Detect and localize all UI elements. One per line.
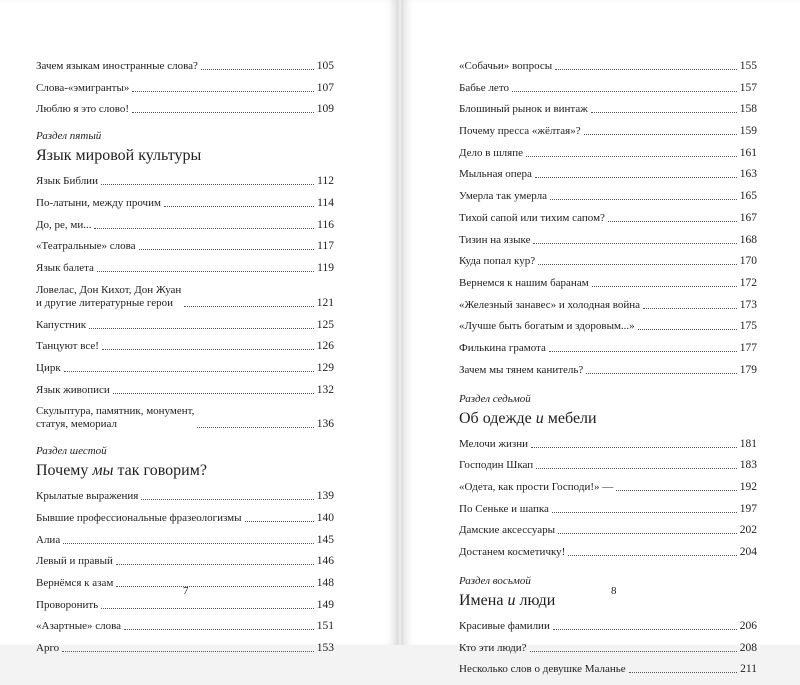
toc-entry-page: 105 bbox=[316, 60, 334, 72]
toc-entry-title: Люблю я это слово! bbox=[36, 103, 130, 116]
toc-entry bbox=[459, 503, 757, 516]
dot-leader bbox=[132, 91, 313, 92]
section-title-part: мебели bbox=[543, 409, 597, 427]
toc-entry bbox=[459, 82, 757, 95]
toc-entry bbox=[459, 642, 757, 655]
right-page bbox=[403, 0, 800, 676]
toc-entry-page: 165 bbox=[739, 190, 757, 203]
toc-entry-page: 181 bbox=[739, 437, 757, 450]
toc-entry-page: 192 bbox=[739, 481, 757, 493]
toc-entry bbox=[459, 320, 757, 333]
dot-leader bbox=[201, 69, 314, 70]
dot-leader bbox=[94, 228, 314, 229]
section-label: Раздел восьмой bbox=[459, 575, 531, 588]
dot-leader bbox=[591, 112, 737, 113]
toc-entry-page: 112 bbox=[317, 175, 334, 188]
toc-entry-page: 148 bbox=[316, 577, 334, 589]
toc-entry-page: 173 bbox=[739, 298, 757, 311]
dot-leader bbox=[536, 468, 737, 469]
dot-leader bbox=[552, 512, 737, 513]
toc-entry bbox=[459, 190, 757, 203]
toc-entry-title: Вернемся к нашим баранам bbox=[459, 276, 589, 289]
toc-entry bbox=[459, 60, 757, 73]
toc-entry-page: 119 bbox=[317, 262, 334, 275]
toc-entry bbox=[459, 546, 757, 559]
toc-entry-page: 177 bbox=[739, 341, 757, 354]
dot-leader bbox=[113, 393, 314, 394]
section-title bbox=[36, 146, 334, 165]
toc-entry-title: По-латыни, между прочим bbox=[36, 197, 161, 210]
toc-entry-page: 197 bbox=[739, 502, 757, 515]
toc-entry-title: До, ре, ми... bbox=[36, 218, 92, 231]
dot-leader bbox=[586, 373, 736, 374]
toc-entry-title: «Собачьи» вопросы bbox=[459, 60, 553, 72]
toc-entry-title: «Азартные» слова bbox=[36, 620, 122, 633]
toc-entry bbox=[459, 277, 757, 290]
toc-entry-title: Тихой сапой или тихим сапом? bbox=[459, 211, 605, 224]
toc-entry bbox=[459, 438, 757, 451]
toc-entry bbox=[459, 524, 757, 537]
toc-entry bbox=[36, 362, 334, 375]
toc-entry-title: «Одета, как прости Господи!» — bbox=[459, 481, 614, 493]
toc-entry-page: 107 bbox=[316, 81, 334, 94]
toc-entry-title: Тизин на языке bbox=[459, 233, 531, 246]
toc-entry-page: 149 bbox=[316, 598, 334, 611]
toc-entry-title: Язык живописи bbox=[36, 383, 110, 396]
right-toc-column bbox=[459, 60, 757, 685]
dot-leader bbox=[89, 328, 314, 329]
toc-entry-title: Красивые фамилии bbox=[459, 620, 550, 633]
toc-entry bbox=[36, 340, 334, 353]
toc-entry-page: 170 bbox=[739, 255, 757, 268]
toc-entry-title: Слова-«эмигранты» bbox=[36, 81, 130, 94]
section-title bbox=[459, 591, 757, 610]
dot-leader bbox=[184, 306, 313, 307]
dot-leader bbox=[530, 651, 737, 652]
toc-entry-page: 121 bbox=[316, 296, 334, 309]
section-label: Раздел седьмой bbox=[459, 392, 531, 405]
section-label: Раздел шестой bbox=[36, 445, 107, 458]
section-title-part: Почему bbox=[36, 462, 93, 480]
dot-leader bbox=[139, 249, 315, 250]
toc-entry bbox=[459, 620, 757, 633]
toc-entry-page: 109 bbox=[316, 103, 334, 116]
toc-entry-title: Кто эти люди? bbox=[459, 641, 527, 654]
toc-entry bbox=[459, 459, 757, 472]
toc-entry bbox=[36, 555, 334, 568]
right-page-number: 8 bbox=[611, 585, 617, 597]
toc-entry-page: 208 bbox=[739, 641, 757, 654]
section-label: Раздел пятый bbox=[36, 130, 102, 143]
toc-entry-page: 155 bbox=[739, 60, 757, 72]
dot-leader bbox=[164, 206, 314, 207]
dot-leader bbox=[197, 427, 313, 428]
toc-entry-title: Бабье лето bbox=[459, 81, 509, 94]
section-title-italic-part: и bbox=[507, 592, 516, 610]
toc-entry bbox=[459, 255, 757, 268]
dot-leader bbox=[531, 447, 737, 448]
toc-entry bbox=[36, 384, 334, 397]
toc-entry-title: Цирк bbox=[36, 361, 61, 374]
dot-leader bbox=[616, 490, 736, 491]
toc-entry-page: 175 bbox=[739, 320, 757, 333]
dot-leader bbox=[64, 371, 314, 372]
toc-entry bbox=[459, 125, 757, 138]
toc-entry bbox=[459, 299, 757, 312]
toc-entry bbox=[36, 175, 334, 188]
dot-leader bbox=[101, 608, 314, 609]
toc-entry-title: Мелочи жизни bbox=[459, 437, 528, 450]
toc-entry bbox=[36, 319, 334, 332]
toc-entry-page: 140 bbox=[316, 511, 334, 524]
section-title-italic-part: мы bbox=[92, 462, 114, 480]
toc-entry bbox=[36, 82, 334, 95]
toc-entry bbox=[36, 405, 334, 431]
section-title-italic-part: и bbox=[535, 409, 544, 427]
toc-entry bbox=[36, 534, 334, 547]
dot-leader bbox=[132, 112, 314, 113]
toc-entry-title: Капустник bbox=[36, 318, 87, 331]
toc-entry-page: 172 bbox=[739, 276, 757, 289]
toc-entry-page: 146 bbox=[316, 555, 334, 568]
toc-entry bbox=[459, 212, 757, 225]
toc-entry-page: 157 bbox=[739, 81, 757, 94]
toc-entry-title: «Железный занавес» и холодная война bbox=[459, 298, 641, 311]
toc-entry-page: 117 bbox=[317, 240, 334, 253]
toc-entry bbox=[36, 262, 334, 275]
toc-entry-title: Куда попал кур? bbox=[459, 255, 536, 268]
dot-leader bbox=[608, 221, 737, 222]
section-title-part: так говорим? bbox=[113, 462, 207, 480]
left-page bbox=[0, 0, 397, 655]
toc-entry-page: 159 bbox=[739, 125, 757, 138]
dot-leader bbox=[512, 91, 737, 92]
toc-entry-page: 139 bbox=[316, 490, 334, 503]
toc-entry-page: 145 bbox=[316, 533, 334, 546]
toc-entry bbox=[36, 599, 334, 612]
toc-entry-title: «Лучше быть богатым и здоровым...» bbox=[459, 320, 635, 333]
toc-entry-title: Господин Шкап bbox=[459, 459, 534, 472]
toc-entry-title: Алиа bbox=[36, 533, 61, 546]
toc-entry-title: Почему пресса «жёлтая»? bbox=[459, 125, 581, 138]
toc-entry bbox=[36, 197, 334, 210]
toc-entry-title: Блошиный рынок и винтаж bbox=[459, 103, 588, 116]
dot-leader bbox=[102, 349, 314, 350]
dot-leader bbox=[584, 134, 737, 135]
toc-entry bbox=[459, 103, 757, 116]
toc-entry-title: Зачем мы тянем канитель? bbox=[459, 363, 584, 376]
section-title-part: Язык мировой культуры bbox=[36, 147, 202, 165]
dot-leader bbox=[62, 651, 314, 652]
toc-entry-title: Зачем языкам иностранные слова? bbox=[36, 60, 198, 72]
section-title-part: люди bbox=[515, 592, 556, 610]
toc-entry-page: 167 bbox=[739, 211, 757, 224]
dot-leader bbox=[638, 329, 737, 330]
dot-leader bbox=[97, 271, 314, 272]
dot-leader bbox=[555, 69, 737, 70]
dot-leader bbox=[592, 286, 737, 287]
toc-entry bbox=[36, 103, 334, 116]
toc-entry-title: Ловелас, Дон Кихот, Дон Жуан и другие литературные герои bbox=[36, 283, 182, 309]
toc-entry bbox=[459, 342, 757, 355]
toc-entry bbox=[36, 60, 334, 73]
toc-entry-page: 179 bbox=[739, 363, 757, 376]
toc-entry-page: 129 bbox=[316, 361, 334, 374]
toc-entry-title: Проворонить bbox=[36, 598, 99, 611]
toc-entry-title: Язык Библии bbox=[36, 175, 98, 188]
toc-entry-title: Вернёмся к азам bbox=[36, 577, 114, 589]
toc-entry-page: 153 bbox=[316, 642, 334, 655]
toc-entry-page: 161 bbox=[739, 146, 757, 159]
toc-entry-page: 116 bbox=[317, 218, 334, 231]
toc-entry-page: 204 bbox=[739, 546, 757, 559]
toc-entry-title: Арго bbox=[36, 642, 60, 655]
toc-entry-title: Филькина грамота bbox=[459, 341, 546, 354]
toc-entry-title: Мыльная опера bbox=[459, 168, 532, 181]
toc-entry-title: «Театральные» слова bbox=[36, 240, 136, 253]
toc-entry-page: 126 bbox=[316, 340, 334, 353]
toc-entry-title: Бывшие профессиональные фразеологизмы bbox=[36, 511, 242, 524]
section-title-part: Об одежде bbox=[459, 409, 536, 427]
toc-entry-title: Крылатые выражения bbox=[36, 490, 139, 503]
toc-entry-page: 151 bbox=[316, 620, 334, 633]
toc-entry-title: По Сеньке и шапка bbox=[459, 502, 549, 515]
dot-leader bbox=[116, 586, 313, 587]
toc-entry-title: Скульптура, памятник, монумент, статуя, мемориал bbox=[36, 405, 195, 431]
dot-leader bbox=[550, 199, 737, 200]
toc-entry bbox=[459, 168, 757, 181]
toc-entry-page: 125 bbox=[316, 318, 334, 331]
dot-leader bbox=[526, 156, 737, 157]
left-toc-column bbox=[36, 60, 334, 664]
dot-leader bbox=[141, 499, 313, 500]
toc-entry bbox=[459, 147, 757, 160]
toc-entry-page: 211 bbox=[740, 663, 757, 676]
toc-entry-page: 114 bbox=[317, 197, 334, 210]
toc-entry-page: 136 bbox=[316, 418, 334, 431]
dot-leader bbox=[558, 533, 737, 534]
section-title-part: Имена bbox=[459, 592, 508, 610]
toc-entry bbox=[459, 663, 757, 676]
dot-leader bbox=[549, 351, 737, 352]
toc-entry-title: Танцуют все! bbox=[36, 340, 99, 353]
toc-entry bbox=[36, 284, 334, 310]
toc-entry-title: Дело в шляпе bbox=[459, 146, 523, 159]
section-title bbox=[36, 461, 334, 480]
dot-leader bbox=[629, 672, 738, 673]
toc-entry-page: 132 bbox=[316, 383, 334, 396]
toc-entry-title: Несколько слов о девушке Маланье bbox=[459, 663, 626, 676]
dot-leader bbox=[245, 521, 314, 522]
toc-entry-title: Достанем косметичку! bbox=[459, 546, 566, 559]
dot-leader bbox=[643, 308, 737, 309]
toc-entry-title: Язык балета bbox=[36, 262, 94, 275]
toc-entry-title: Умерла так умерла bbox=[459, 190, 547, 203]
toc-entry bbox=[459, 364, 757, 377]
dot-leader bbox=[101, 184, 314, 185]
left-page-number: 7 bbox=[183, 585, 189, 597]
toc-entry bbox=[459, 481, 757, 494]
dot-leader bbox=[568, 555, 736, 556]
dot-leader bbox=[553, 629, 737, 630]
toc-entry-page: 168 bbox=[739, 233, 757, 246]
toc-entry bbox=[36, 490, 334, 503]
toc-entry bbox=[36, 512, 334, 525]
dot-leader bbox=[124, 629, 314, 630]
toc-entry-title: Дамские аксессуары bbox=[459, 524, 555, 537]
dot-leader bbox=[538, 264, 737, 265]
toc-entry-title: Левый и правый bbox=[36, 555, 113, 568]
toc-entry bbox=[36, 620, 334, 633]
toc-entry bbox=[36, 219, 334, 232]
toc-entry bbox=[459, 234, 757, 247]
dot-leader bbox=[116, 564, 314, 565]
toc-entry-page: 202 bbox=[739, 524, 757, 537]
section-title bbox=[459, 409, 757, 428]
dot-leader bbox=[535, 177, 737, 178]
toc-entry bbox=[36, 240, 334, 253]
toc-entry-page: 163 bbox=[739, 168, 757, 181]
dot-leader bbox=[533, 243, 736, 244]
toc-entry-page: 206 bbox=[739, 620, 757, 633]
toc-entry bbox=[36, 642, 334, 655]
toc-entry-page: 183 bbox=[739, 459, 757, 472]
dot-leader bbox=[63, 543, 314, 544]
toc-entry-page: 158 bbox=[739, 103, 757, 116]
